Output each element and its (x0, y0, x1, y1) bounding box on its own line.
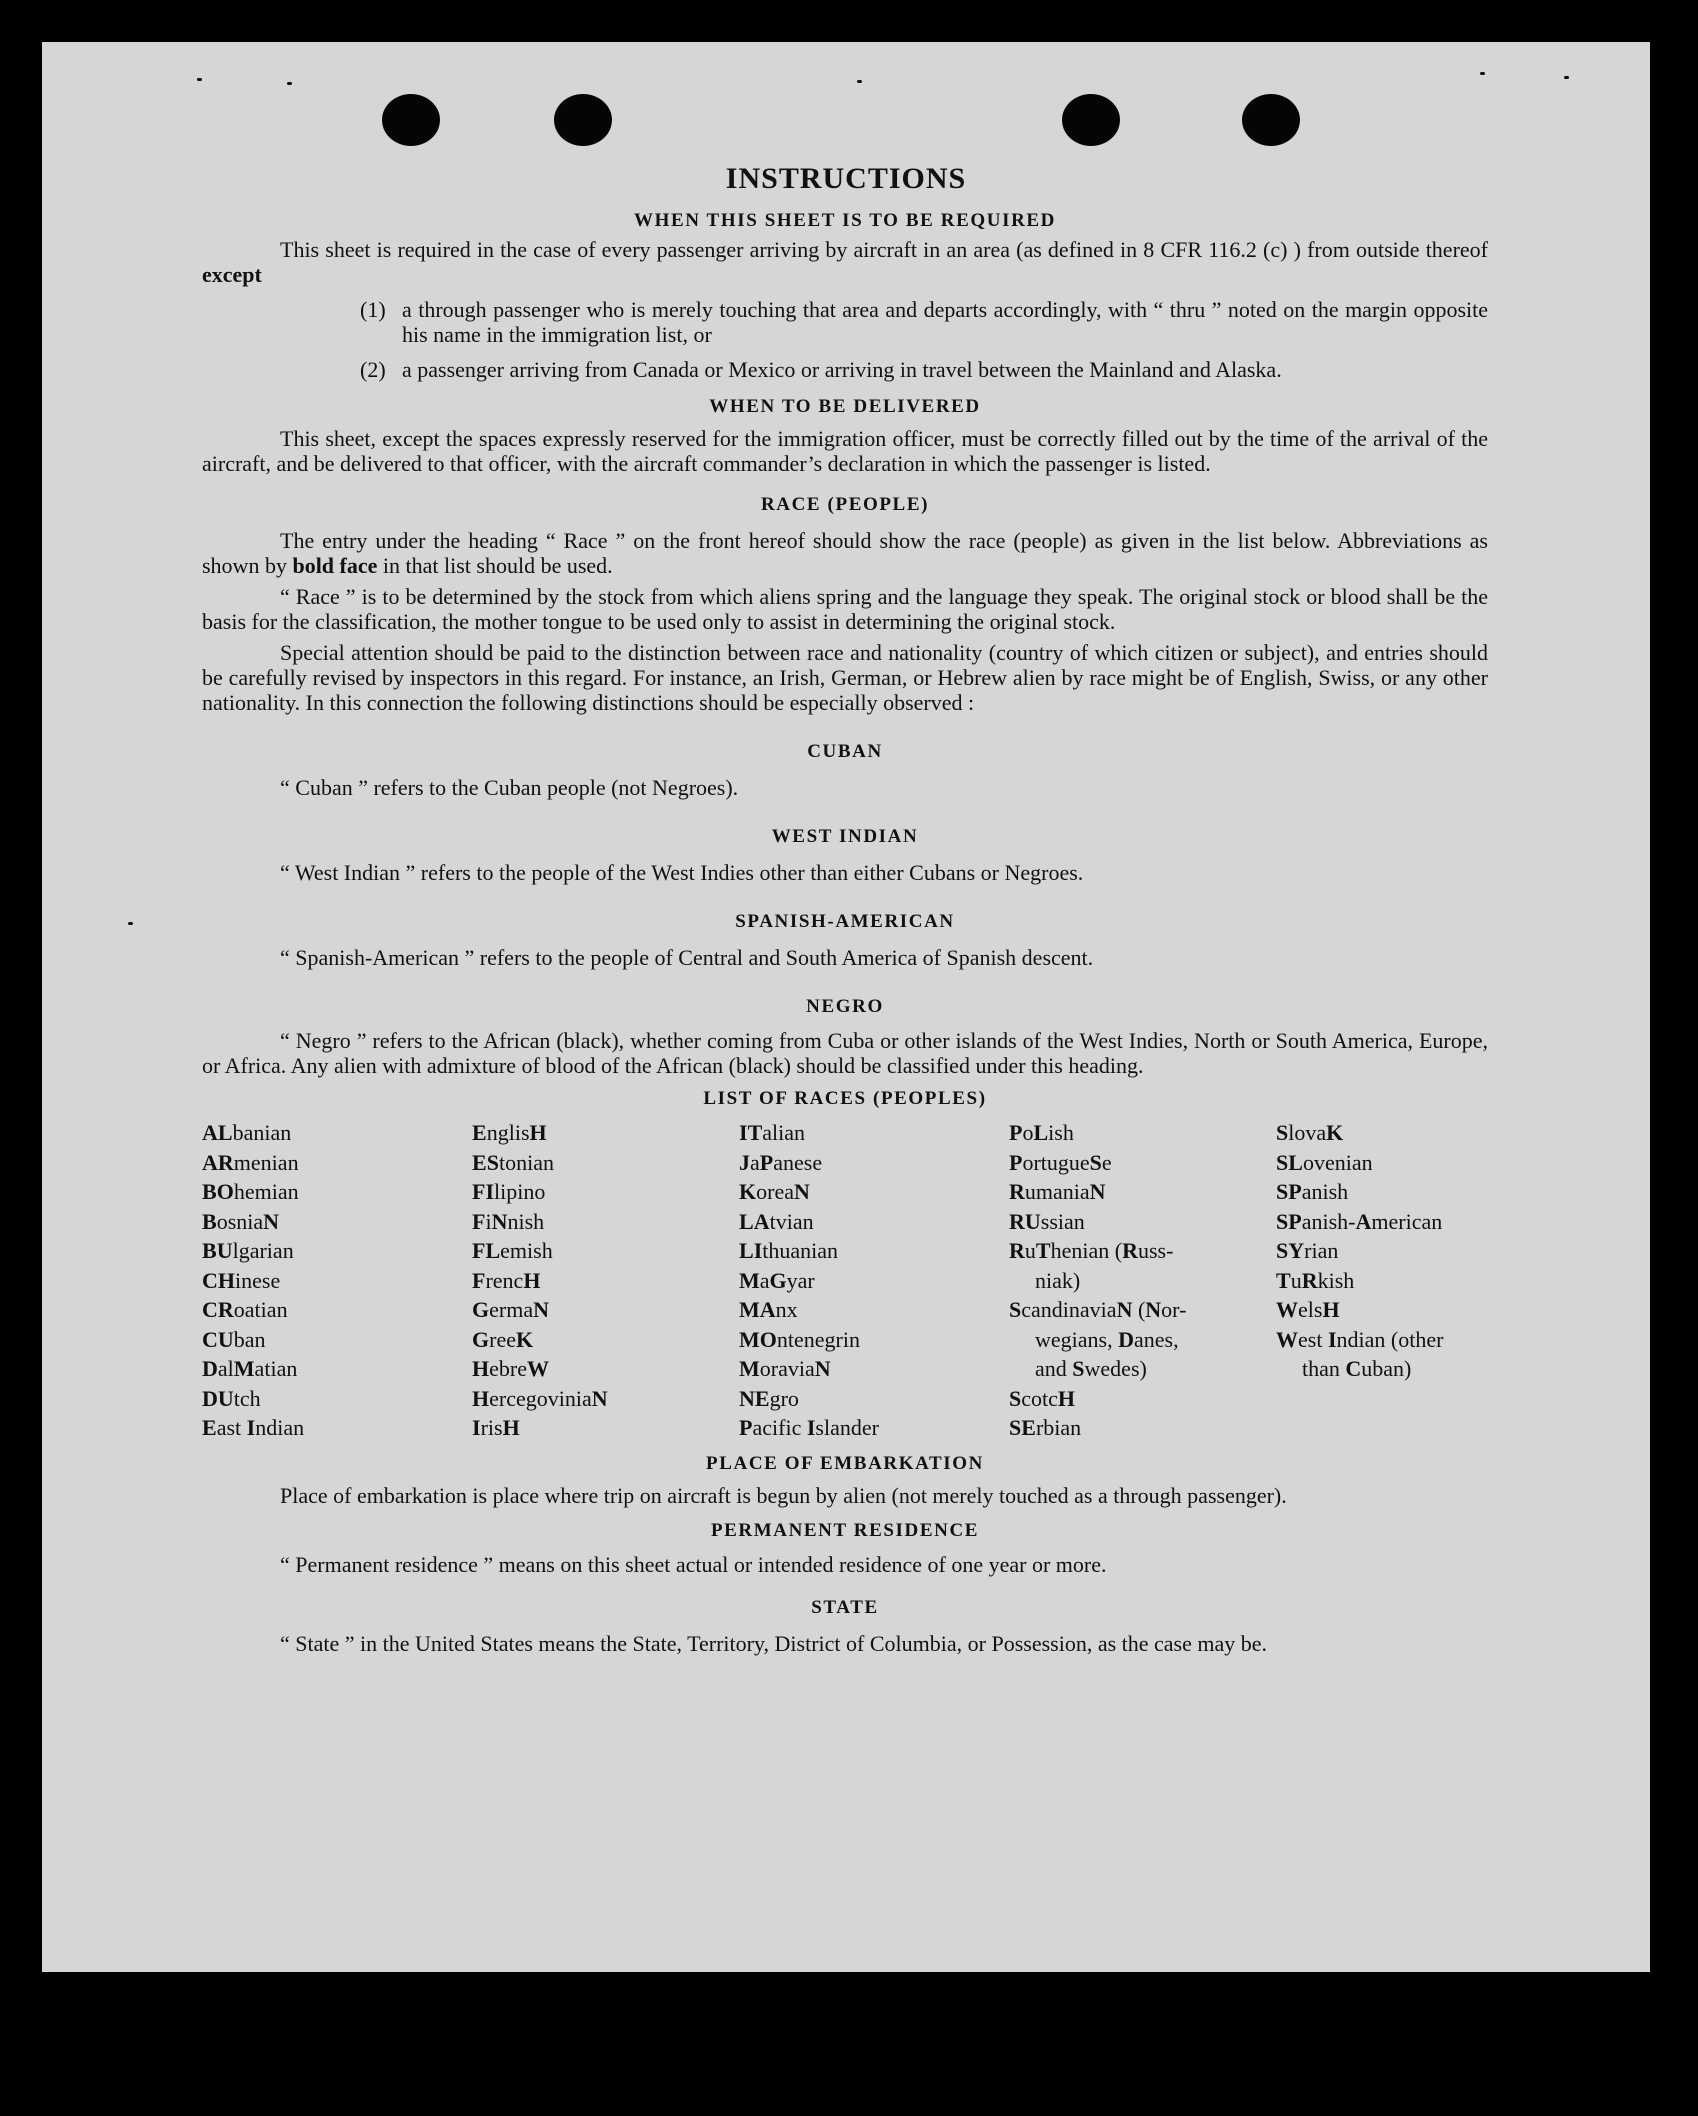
speck (1480, 72, 1485, 75)
race-item: and Swedes) (1035, 1356, 1147, 1381)
race-item: FiNnish (472, 1208, 545, 1234)
race-item: wegians, Danes, (1035, 1326, 1179, 1352)
race-item: CHinese (202, 1267, 281, 1293)
punch-hole (382, 94, 440, 146)
race-item: ARmenian (202, 1149, 299, 1175)
race-item: SlovaK (1276, 1120, 1344, 1145)
race-item: BosniaN (202, 1208, 280, 1234)
punch-hole (554, 94, 612, 146)
race-item: NEgro (739, 1385, 799, 1411)
race-item: SPanish (1276, 1179, 1349, 1204)
delivered-text: This sheet, except the spaces expressly reserved for the immigration officer, must be correctly filled out by the time of the arrival of the aircraft, and be delivered to that officer, with the aircraft commander’s declaration in which the passenger is listed. (202, 426, 1488, 476)
race-item: PortugueSe (1009, 1149, 1112, 1175)
race-item: EnglisH (472, 1120, 547, 1145)
race-list (202, 1118, 1488, 1443)
speck (287, 82, 292, 85)
race-item: SLovenian (1276, 1149, 1373, 1175)
heading-embarkation: PLACE OF EMBARKATION (706, 1452, 984, 1474)
race-item: GermaN (472, 1297, 549, 1322)
race-item: FIlipino (472, 1179, 546, 1204)
speck (197, 78, 202, 81)
heading-required: WHEN THIS SHEET IS TO BE REQUIRED (633, 210, 1057, 231)
race-item: SPanish-American (1276, 1208, 1443, 1234)
speck (1564, 76, 1569, 79)
race-item: HercegoviniaN (472, 1385, 608, 1411)
race-item: LIthuanian (739, 1238, 839, 1263)
heading-state: STATE (811, 1596, 879, 1618)
race-item: TuRkish (1276, 1267, 1355, 1293)
race-item: PoLish (1009, 1120, 1074, 1145)
punch-hole (1062, 94, 1120, 146)
race-item: MaGyar (739, 1267, 815, 1293)
embarkation-text: Place of embarkation is place where trip on aircraft is begun by alien (not merely touched as a through passenger). (280, 1482, 1287, 1508)
race-item: niak) (1035, 1267, 1081, 1293)
heading-negro: NEGRO (806, 996, 884, 1017)
race-column (739, 1118, 1009, 1443)
punch-hole (1242, 94, 1300, 146)
race-item: JaPanese (739, 1149, 823, 1175)
race-item: EStonian (472, 1149, 554, 1175)
race-item: BUlgarian (202, 1238, 294, 1263)
residence-text: “ Permanent residence ” means on this sheet actual or intended residence of one year or more. (280, 1551, 1107, 1577)
list-item: (2) a passenger arriving from Canada or Mexico or arriving in travel between the Mainland and Alaska. (360, 357, 1282, 382)
race-item: MAnx (739, 1297, 798, 1322)
race-item: ScandinaviaN (Nor- (1009, 1297, 1187, 1322)
race-item: GreeK (472, 1326, 534, 1352)
race-item: DUtch (202, 1385, 261, 1411)
spanish-american-text: “ Spanish-American ” refers to the people of Central and South America of Spanish descent. (280, 945, 1094, 970)
heading-cuban: CUBAN (807, 741, 883, 762)
race-item: KoreaN (739, 1179, 810, 1204)
negro-text: “ Negro ” refers to the African (black), whether coming from Cuba or other islands of the West Indies, North or South America, Europe, or Africa. Any alien with admixture of blood of the African (black) should be classified under this heading. (202, 1028, 1488, 1078)
speck (128, 922, 133, 925)
race-item: HebreW (472, 1356, 549, 1381)
race-column (202, 1118, 472, 1443)
heading-race: RACE (PEOPLE) (760, 494, 930, 515)
race-item: BOhemian (202, 1179, 299, 1204)
race-item: CUban (202, 1326, 266, 1352)
heading-residence: PERMANENT RESIDENCE (710, 1519, 980, 1541)
race-item: WelsH (1276, 1297, 1340, 1322)
race-item: MoraviaN (739, 1356, 831, 1381)
race-item: LAtvian (739, 1208, 814, 1234)
required-intro: This sheet is required in the case of every passenger arriving by aircraft in an area (as defined in 8 CFR 116.2 (c) ) from outside thereof except (202, 237, 1488, 287)
race-item: ITalian (739, 1120, 806, 1145)
state-text: “ State ” in the United States means the State, Territory, District of Columbia, or Possession, as the case may be. (280, 1630, 1268, 1656)
race-item: RUssian (1009, 1208, 1085, 1234)
race-item: FLemish (472, 1238, 553, 1263)
heading-delivered: WHEN TO BE DELIVERED (709, 396, 981, 417)
race-item: East Indian (202, 1415, 305, 1440)
page-title: INSTRUCTIONS (725, 162, 967, 195)
west-indian-text: “ West Indian ” refers to the people of the West Indies other than either Cubans or Negroes. (280, 860, 1084, 885)
heading-west-indian: WEST INDIAN (771, 826, 919, 847)
race-item: FrencH (472, 1267, 541, 1293)
race-column (472, 1118, 739, 1443)
race-paragraph-3: Special attention should be paid to the distinction between race and nationality (country of which citizen or subject), and entries should be carefully revised by inspectors in this regard. For instance, an Irish, German, or Hebrew alien by race might be of English, Swiss, or any other nationality. In this connection the following distinctions should be especially observed : (202, 640, 1488, 715)
race-item: West Indian (other (1276, 1326, 1444, 1352)
race-item: SErbian (1009, 1415, 1082, 1440)
race-item: DalMatian (202, 1356, 298, 1381)
race-item: MOntenegrin (739, 1326, 860, 1352)
race-paragraph-1: The entry under the heading “ Race ” on the front hereof should show the race (people) as given in the list below. Abbreviations as shown by bold face in that list should be used. (202, 528, 1488, 578)
race-item: ALbanian (202, 1120, 292, 1145)
list-item: (1) a through passenger who is merely touching that area and departs accordingly, with “ thru ” noted on the margin opposite his name in the immigration list, or (360, 297, 1488, 347)
instruction-sheet (42, 42, 1650, 1972)
instructions-body (202, 210, 1488, 1656)
race-item: than Cuban) (1302, 1356, 1412, 1381)
race-item: CRoatian (202, 1297, 288, 1322)
race-item: Pacific Islander (739, 1415, 879, 1440)
race-column (1276, 1118, 1498, 1443)
race-column (1009, 1118, 1276, 1443)
race-paragraph-2: “ Race ” is to be determined by the stock from which aliens spring and the language they speak. The original stock or blood shall be the basis for the classification, the mother tongue to be used only to assist in determining the original stock. (202, 584, 1488, 634)
cuban-text: “ Cuban ” refers to the Cuban people (not Negroes). (280, 775, 739, 800)
heading-spanish-american: SPANISH-AMERICAN (735, 911, 955, 932)
race-item: ScotcH (1009, 1385, 1076, 1411)
race-item: SYrian (1276, 1238, 1339, 1263)
heading-list-of-races: LIST OF RACES (PEOPLES) (703, 1088, 987, 1109)
race-item: RuThenian (Russ- (1009, 1238, 1174, 1263)
race-item: IrisH (472, 1415, 520, 1440)
speck (857, 80, 862, 83)
race-item: RumaniaN (1009, 1179, 1106, 1204)
